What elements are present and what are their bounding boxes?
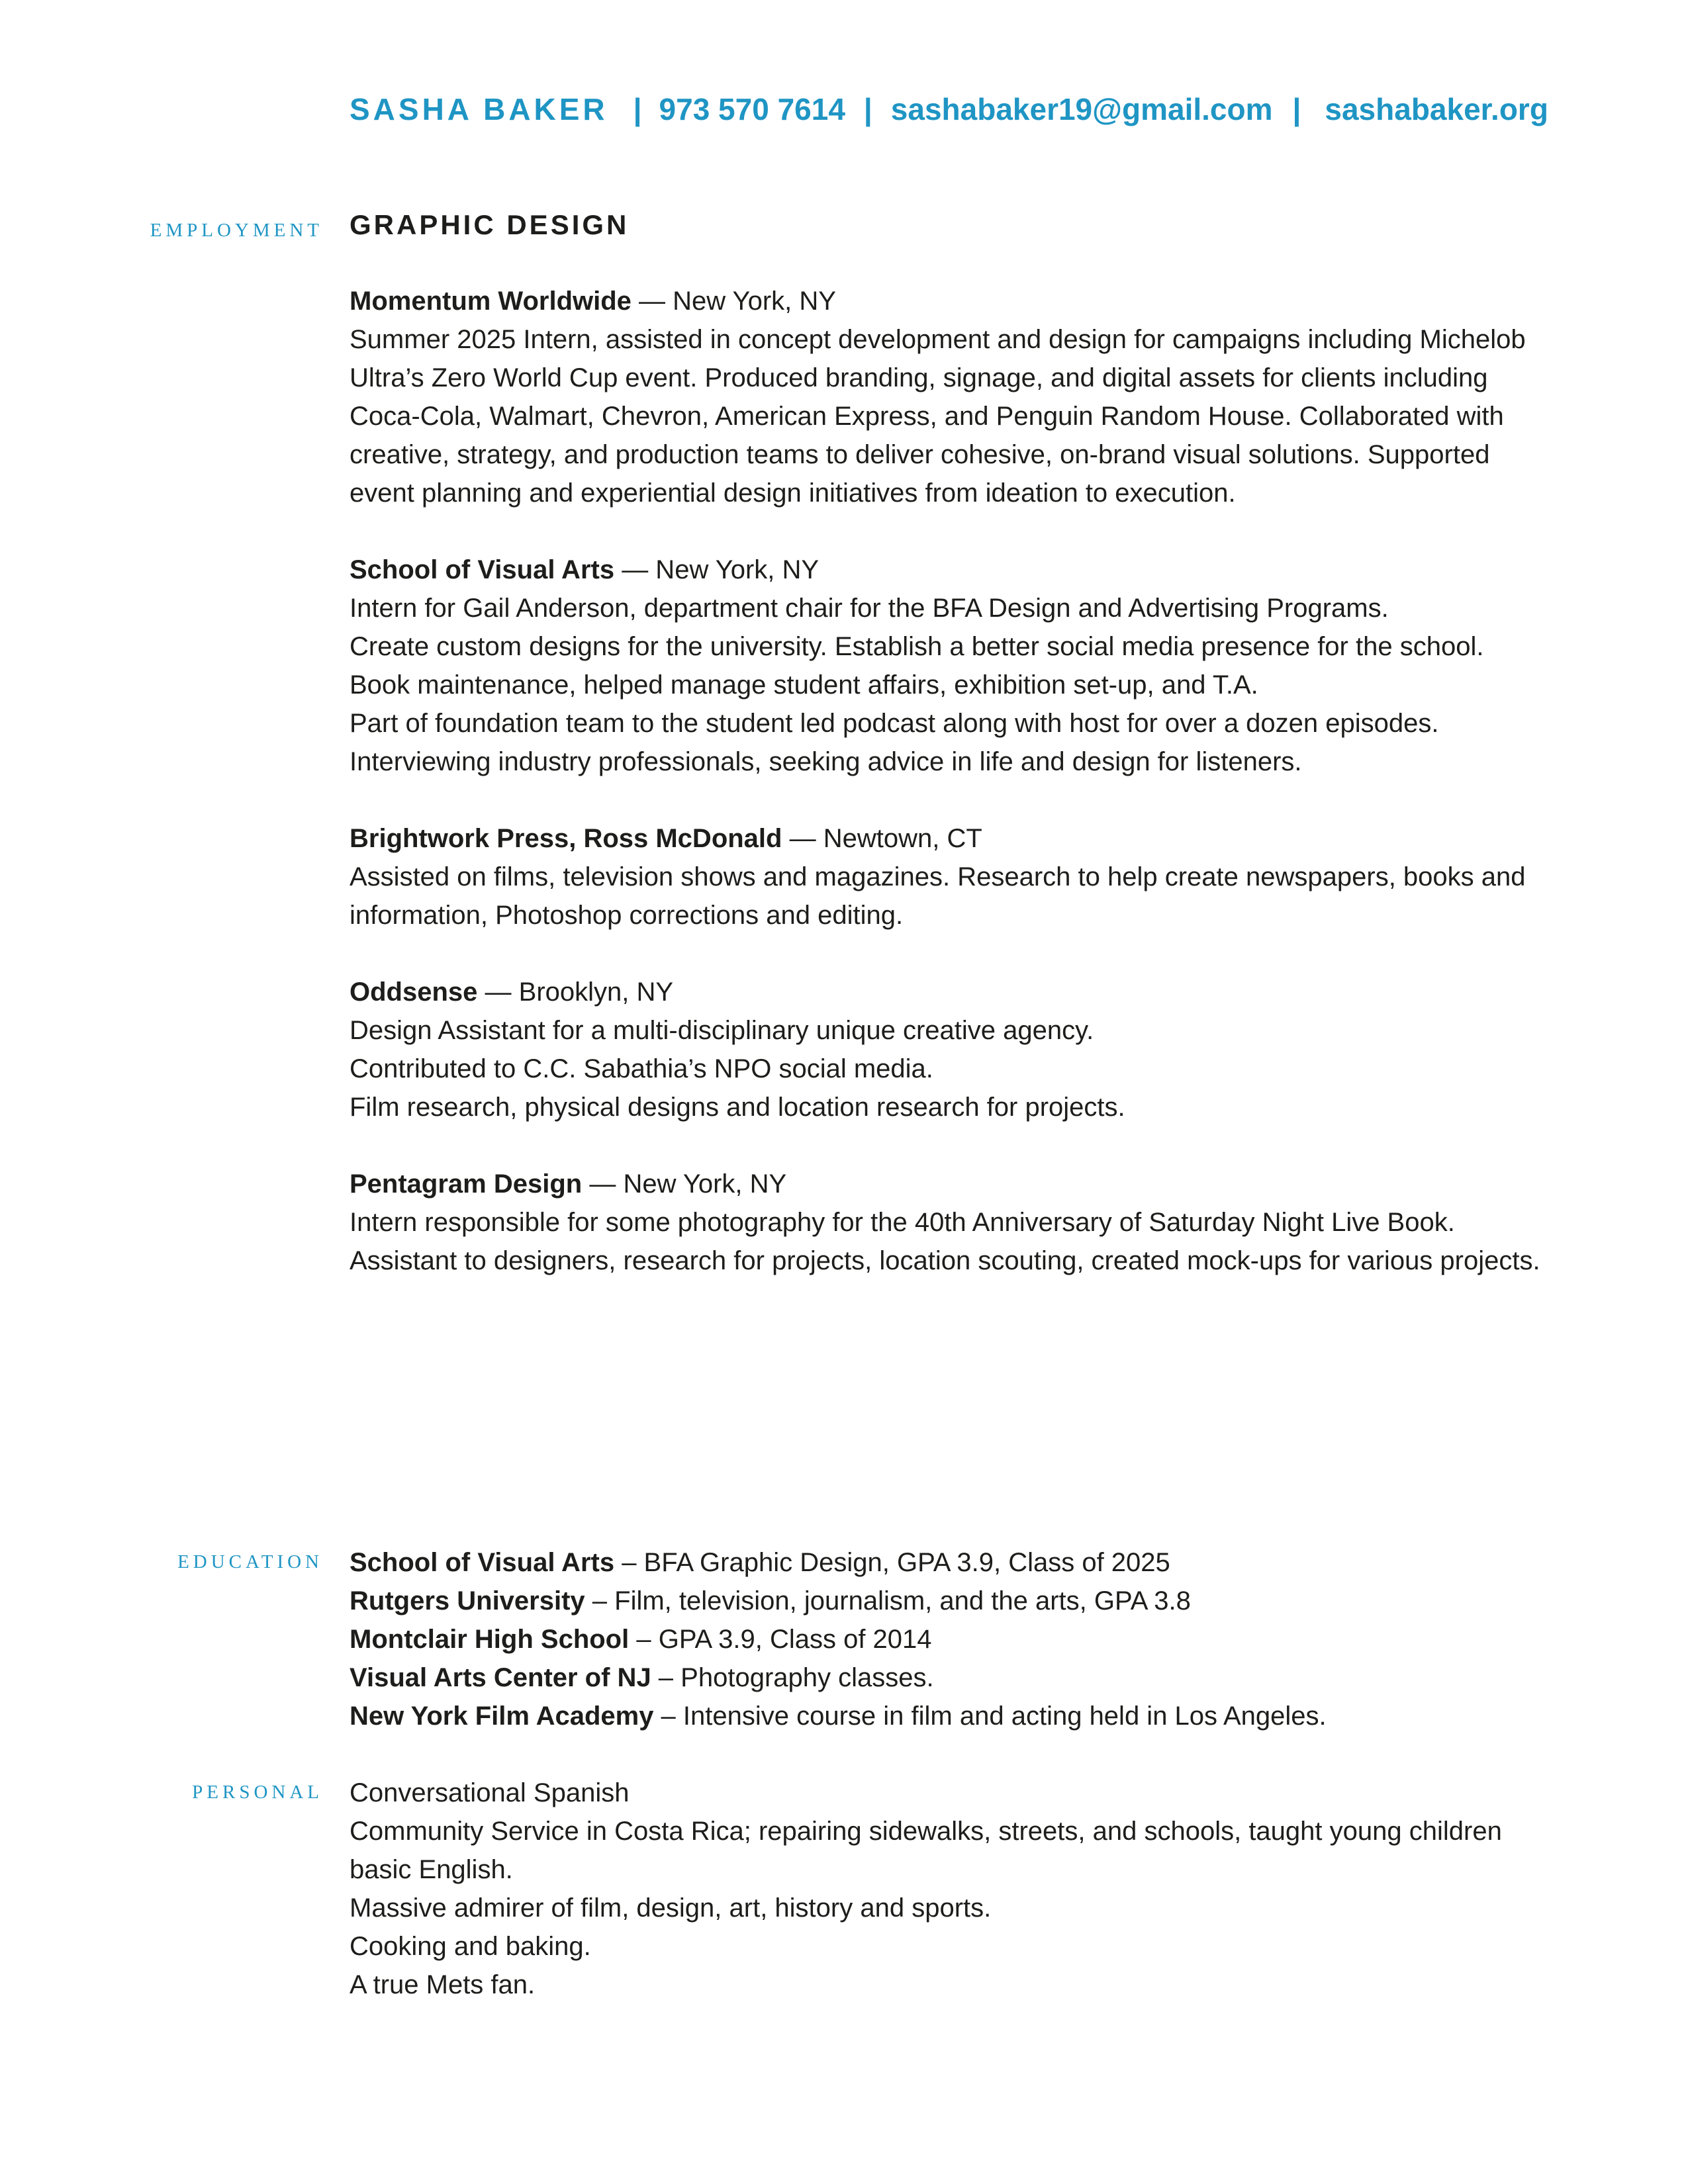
section-label-employment: EMPLOYMENT xyxy=(150,220,323,241)
school-name: Montclair High School xyxy=(350,1625,630,1654)
employer-name: Brightwork Press, Ross McDonald xyxy=(350,824,782,853)
employer-name: Pentagram Design xyxy=(350,1169,583,1199)
employment-entry xyxy=(350,282,1594,512)
employment-description-line: Summer 2025 Intern, assisted in concept development and design for campaigns including Michelob xyxy=(350,325,1526,354)
school-name: New York Film Academy xyxy=(350,1702,654,1731)
employer-location: — Newtown, CT xyxy=(782,824,982,853)
employer-location: — Brooklyn, NY xyxy=(477,978,674,1007)
employment-description-line: Part of foundation team to the student led podcast along with host for over a dozen episodes. xyxy=(350,709,1439,738)
employment-description-line: Assisted on films, television shows and magazines. Research to help create newspapers, books and xyxy=(350,862,1526,891)
employment-description-line: Assistant to designers, research for projects, location scouting, created mock-ups for various projects. xyxy=(350,1246,1540,1275)
school-name: Visual Arts Center of NJ xyxy=(350,1663,651,1692)
school-detail: – BFA Graphic Design, GPA 3.9, Class of 2025 xyxy=(614,1548,1170,1577)
school-name: Rutgers University xyxy=(350,1586,585,1615)
separator: | xyxy=(1292,92,1301,126)
employment-description-line: Coca-Cola, Walmart, Chevron, American Express, and Penguin Random House. Collaborated with xyxy=(350,402,1504,431)
employer-location: — New York, NY xyxy=(614,555,820,584)
employment-description-line: creative, strategy, and production teams to deliver cohesive, on-brand visual solutions. Supported xyxy=(350,440,1490,469)
employer-location: — New York, NY xyxy=(582,1169,787,1199)
employment-content xyxy=(350,206,1594,1318)
school-detail: – Photography classes. xyxy=(651,1663,934,1692)
phone-number: 973 570 7614 xyxy=(659,92,845,126)
employment-description-line: Film research, physical designs and location research for projects. xyxy=(350,1093,1125,1122)
education-entry xyxy=(350,1620,1594,1659)
employment-entry xyxy=(350,819,1594,934)
employment-description-line: Book maintenance, helped manage student affairs, exhibition set-up, and T.A. xyxy=(350,670,1258,700)
education-entry xyxy=(350,1697,1594,1735)
employment-description-line: information, Photoshop corrections and editing. xyxy=(350,901,904,930)
personal-line: Conversational Spanish xyxy=(350,1778,630,1807)
education-entry xyxy=(350,1543,1594,1582)
personal-line: A true Mets fan. xyxy=(350,1970,536,1999)
education-content xyxy=(350,1543,1594,1735)
education-entry xyxy=(350,1659,1594,1697)
employment-entry xyxy=(350,551,1594,781)
employment-entry-title xyxy=(350,973,1594,1011)
employment-entry xyxy=(350,973,1594,1126)
employment-description-line: Ultra’s Zero World Cup event. Produced branding, signage, and digital assets for clients including xyxy=(350,363,1488,392)
employer-location: — New York, NY xyxy=(631,287,836,316)
employment-description-line: Design Assistant for a multi-disciplinary unique creative agency. xyxy=(350,1016,1094,1045)
separator: | xyxy=(863,92,872,126)
personal-line: Cooking and baking. xyxy=(350,1932,591,1961)
employer-name: Momentum Worldwide xyxy=(350,287,632,316)
school-name: School of Visual Arts xyxy=(350,1548,615,1577)
separator: | xyxy=(633,92,642,126)
contact-header xyxy=(350,91,1548,127)
employment-description-line: Contributed to C.C. Sabathia’s NPO social media. xyxy=(350,1054,933,1083)
school-detail: – Film, television, journalism, and the arts, GPA 3.8 xyxy=(585,1586,1191,1615)
employer-name: School of Visual Arts xyxy=(350,555,615,584)
employment-description-line: Create custom designs for the university. Establish a better social media presence for the school. xyxy=(350,632,1484,661)
email-link[interactable]: sashabaker19@gmail.com xyxy=(890,92,1273,126)
employment-entry xyxy=(350,1165,1594,1280)
employment-entry-title xyxy=(350,282,1594,320)
employment-entry-title xyxy=(350,551,1594,589)
education-entry xyxy=(350,1582,1594,1620)
personal-line: Community Service in Costa Rica; repairing sidewalks, streets, and schools, taught young children xyxy=(350,1817,1502,1846)
website-link[interactable]: sashabaker.org xyxy=(1325,92,1548,126)
employer-name: Oddsense xyxy=(350,978,478,1007)
personal-content xyxy=(350,1774,1594,2004)
name: SASHA BAKER xyxy=(350,92,608,126)
employment-description-line: Interviewing industry professionals, seeking advice in life and design for listeners. xyxy=(350,747,1302,776)
section-label-personal: PERSONAL xyxy=(192,1782,323,1803)
employment-entries xyxy=(350,282,1594,1280)
school-detail: – GPA 3.9, Class of 2014 xyxy=(629,1625,932,1654)
employment-description-line: Intern for Gail Anderson, department chair for the BFA Design and Advertising Programs. xyxy=(350,594,1389,623)
employment-heading: GRAPHIC DESIGN xyxy=(350,209,630,240)
employment-entry-title xyxy=(350,819,1594,858)
section-label-education: EDUCATION xyxy=(177,1551,323,1572)
employment-entry-title xyxy=(350,1165,1594,1203)
school-detail: – Intensive course in film and acting held in Los Angeles. xyxy=(653,1702,1327,1731)
employment-description-line: event planning and experiential design initiatives from ideation to execution. xyxy=(350,478,1236,508)
personal-line: basic English. xyxy=(350,1855,513,1884)
personal-line: Massive admirer of film, design, art, history and sports. xyxy=(350,1893,992,1923)
employment-description-line: Intern responsible for some photography for the 40th Anniversary of Saturday Night Live Book. xyxy=(350,1208,1455,1237)
